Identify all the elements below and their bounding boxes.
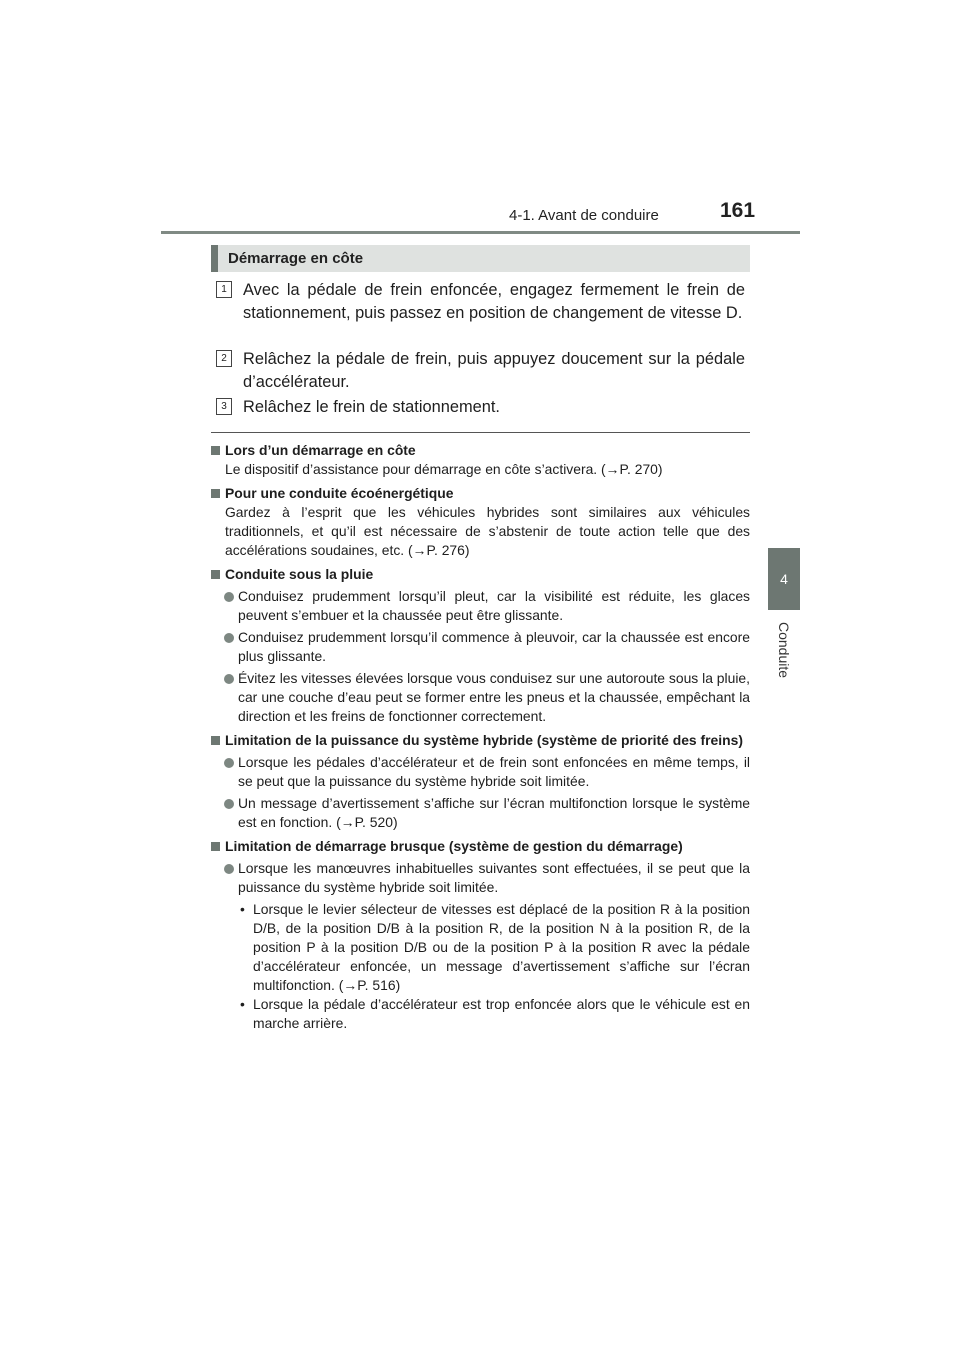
step-2 bbox=[221, 348, 745, 394]
step-number-badge: 3 bbox=[216, 398, 232, 415]
step-3 bbox=[221, 396, 745, 419]
square-bullet-icon bbox=[211, 570, 220, 579]
note-text: Gardez à l’esprit que les véhicules hybrides sont similaires aux véhicules traditionnels, et qu’il est nécessaire de s’abstenir de toute action telle que des accélérations soudaines, etc. (→P. 276) bbox=[225, 504, 750, 558]
step-1 bbox=[221, 279, 745, 325]
round-bullet-icon bbox=[224, 799, 234, 809]
note-text: Le dispositif d’assistance pour démarrage en côte s’activera. (→P. 270) bbox=[225, 461, 663, 477]
header-section-title: 4-1. Avant de conduire bbox=[509, 207, 659, 224]
step-text: Avec la pédale de frein enfoncée, engagez fermement le frein de stationnement, puis passez en position de changement de vitesse D. bbox=[243, 281, 745, 322]
dot-bullet-icon: • bbox=[240, 901, 245, 917]
square-bullet-icon bbox=[211, 736, 220, 745]
section-divider bbox=[211, 432, 750, 433]
list-item: Évitez les vitesses élevées lorsque vous conduisez sur une autoroute sous la pluie, car une couche d’eau peut se former entre les pneus et la chaussée, empêchant la direction et les freins de fonctionner correctement. bbox=[211, 669, 750, 726]
sub-list bbox=[211, 900, 750, 1033]
step-text: Relâchez la pédale de frein, puis appuyez doucement sur la pédale d’accélérateur. bbox=[243, 350, 745, 391]
note-title: Lors d’un démarrage en côte bbox=[211, 441, 750, 460]
list-item: Conduisez prudemment lorsqu’il commence à pleuvoir, car la chaussée est encore plus glissante. bbox=[211, 628, 750, 666]
note-eco-driving bbox=[211, 484, 750, 560]
header-rule bbox=[161, 231, 800, 234]
step-number-badge: 1 bbox=[216, 281, 232, 298]
step-text: Relâchez le frein de stationnement. bbox=[243, 398, 500, 416]
note-title: Limitation de démarrage brusque (système de gestion du démarrage) bbox=[211, 837, 750, 856]
round-bullet-icon bbox=[224, 592, 234, 602]
square-bullet-icon bbox=[211, 446, 220, 455]
list-item: Un message d’avertissement s’affiche sur l’écran multifonction lorsque le système est en fonction. (→P. 520) bbox=[211, 794, 750, 832]
page-number: 161 bbox=[720, 199, 756, 222]
round-bullet-icon bbox=[224, 633, 234, 643]
dot-bullet-icon: • bbox=[240, 996, 245, 1012]
note-title: Pour une conduite écoénergétique bbox=[211, 484, 750, 503]
sub-list-item: • Lorsque la pédale d’accélérateur est trop enfoncée alors que le véhicule est en marche arrière. bbox=[240, 996, 750, 1031]
list-item: Lorsque les pédales d’accélérateur et de frein sont enfoncées en même temps, il se peut que la puissance du système hybride soit limitée. bbox=[211, 753, 750, 791]
step-number-badge: 2 bbox=[216, 350, 232, 367]
note-hill-start bbox=[211, 441, 750, 479]
notes-section bbox=[211, 441, 750, 1038]
sub-list-item: • Lorsque le levier sélecteur de vitesses est déplacé de la position R à la position D/B, de la position D/B à la position R, de la position N à la position R, de la position P à la position D/B ou de la position P à la position R avec la pédale d’accélérateur enfoncée, un message d’avertissement s’affiche sur l’écran multifonction. (→P. 516) bbox=[240, 901, 750, 993]
chapter-label: Conduite bbox=[776, 621, 792, 679]
note-hybrid-power-limit bbox=[211, 731, 750, 832]
list-item: Conduisez prudemment lorsqu’il pleut, car la visibilité est réduite, les glaces peuvent s’embuer et la chaussée peut être glissante. bbox=[211, 587, 750, 625]
list-item: Lorsque les manœuvres inhabituelles suivantes sont effectuées, il se peut que la puissance du système hybride soit limitée. bbox=[211, 859, 750, 897]
note-rain-driving bbox=[211, 565, 750, 726]
chapter-tab: 4 bbox=[768, 548, 800, 610]
square-bullet-icon bbox=[211, 842, 220, 851]
section-title: Démarrage en côte bbox=[211, 245, 750, 272]
note-title: Conduite sous la pluie bbox=[211, 565, 750, 584]
round-bullet-icon bbox=[224, 674, 234, 684]
round-bullet-icon bbox=[224, 864, 234, 874]
note-title: Limitation de la puissance du système hybride (système de priorité des freins) bbox=[211, 731, 750, 750]
round-bullet-icon bbox=[224, 758, 234, 768]
note-sudden-start-limit bbox=[211, 837, 750, 1033]
square-bullet-icon bbox=[211, 489, 220, 498]
